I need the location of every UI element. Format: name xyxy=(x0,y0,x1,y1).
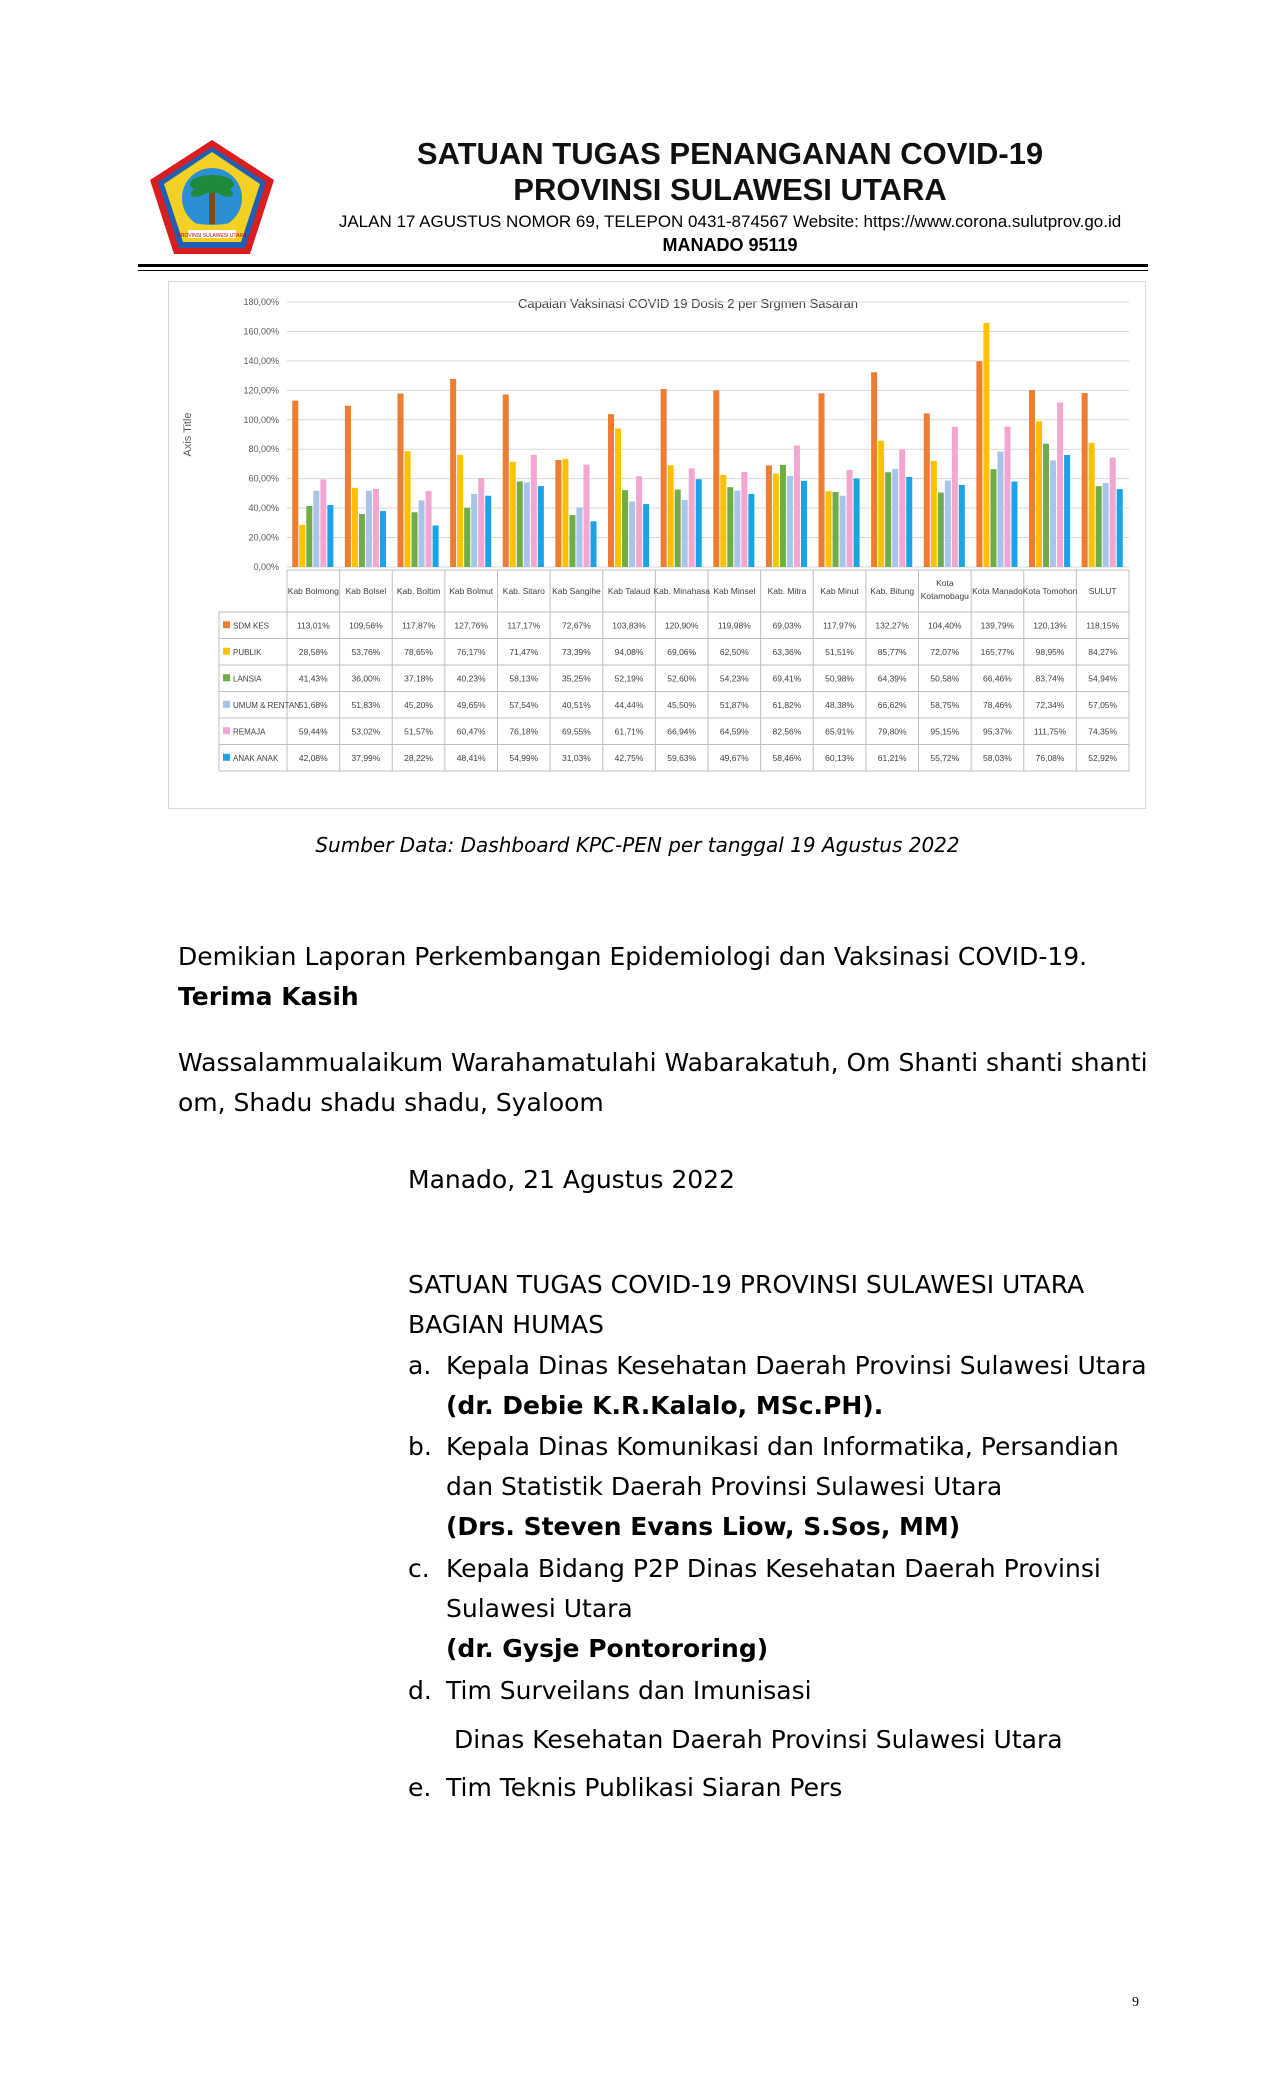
item-marker: b. xyxy=(408,1432,432,1461)
x-category-label: Kab. Mitra xyxy=(767,586,807,596)
header-city: MANADO 95119 xyxy=(662,235,798,255)
bar xyxy=(1110,458,1116,567)
bar xyxy=(510,462,516,567)
data-label: 45,20% xyxy=(404,699,433,710)
bar xyxy=(517,481,523,567)
bar xyxy=(398,393,404,567)
data-label: 95,37% xyxy=(983,726,1012,737)
bar xyxy=(629,502,635,567)
data-label: 139,79% xyxy=(980,620,1015,631)
x-category-label: Kab Minut xyxy=(820,586,859,596)
data-label: 51,51% xyxy=(825,646,854,657)
y-tick-label: 20,00% xyxy=(248,532,279,543)
bar xyxy=(450,379,456,567)
bar xyxy=(1096,486,1102,567)
bar xyxy=(990,469,996,567)
closing-greeting-line1: Wassalammualaikum Warahamatulahi Wabarakatuh, Om Shanti shanti shanti xyxy=(178,1048,1148,1077)
data-label: 51,57% xyxy=(404,726,433,737)
data-label: 51,68% xyxy=(298,699,328,710)
bar xyxy=(306,506,312,567)
source-note: Sumber Data: Dashboard KPC-PEN per tanggal 19 Agustus 2022 xyxy=(315,833,960,857)
data-label: 72,67% xyxy=(562,620,591,631)
bar xyxy=(833,492,839,567)
data-label: 54,94% xyxy=(1088,673,1118,684)
legend-swatch xyxy=(223,621,230,628)
data-label: 41,43% xyxy=(298,673,328,684)
bar xyxy=(1089,443,1095,567)
data-label: 69,06% xyxy=(667,646,697,657)
data-label: 60,47% xyxy=(456,726,486,737)
bar xyxy=(636,476,642,567)
bar xyxy=(892,469,898,567)
data-label: 120,90% xyxy=(664,620,699,631)
data-label: 74,35% xyxy=(1088,726,1118,737)
data-label: 52,92% xyxy=(1088,752,1118,763)
contact-item-c xyxy=(408,1549,1188,1669)
y-tick-label: 140,00% xyxy=(243,355,279,366)
contact-item-a xyxy=(408,1346,1188,1426)
data-label: 71,47% xyxy=(509,646,539,657)
y-tick-label: 40,00% xyxy=(248,503,279,514)
data-label: 79,80% xyxy=(877,726,907,737)
place-date: Manado, 21 Agustus 2022 xyxy=(408,1165,735,1194)
data-label: 132,27% xyxy=(875,620,909,631)
data-label: 83,74% xyxy=(1035,673,1065,684)
item-line: Kepala Dinas Komunikasi dan Informatika, Persandian xyxy=(446,1432,1119,1461)
org-name: SATUAN TUGAS COVID-19 PROVINSI SULAWESI UTARA xyxy=(408,1270,1085,1299)
header-rule-thick xyxy=(138,264,1148,267)
logo-banner-text: PROVINSI SULAWESI UTARA xyxy=(177,233,247,239)
data-label: 54,23% xyxy=(719,673,749,684)
bar xyxy=(478,478,484,567)
data-label: 127,76% xyxy=(454,620,488,631)
item-contact-name: (Drs. Steven Evans Liow, S.Sos, MM) xyxy=(446,1512,961,1541)
contact-item-b xyxy=(408,1427,1188,1547)
item-marker: e. xyxy=(408,1773,432,1802)
data-label: 49,67% xyxy=(719,752,749,763)
x-category-label: Kab Bolmut xyxy=(449,586,494,596)
data-label: 73,39% xyxy=(562,646,591,657)
data-label: 72,07% xyxy=(930,646,960,657)
y-tick-label: 100,00% xyxy=(243,414,279,425)
data-label: 57,05% xyxy=(1088,699,1118,710)
data-label: 59,63% xyxy=(667,752,697,763)
bar xyxy=(352,488,358,567)
bar xyxy=(622,490,628,567)
data-label: 65,91% xyxy=(825,726,854,737)
bar xyxy=(819,393,825,567)
bar xyxy=(555,460,561,567)
data-label: 76,18% xyxy=(509,726,539,737)
item-line: Sulawesi Utara xyxy=(446,1594,633,1623)
legend-label: PUBLIK xyxy=(233,647,262,657)
bar xyxy=(878,441,884,567)
bar xyxy=(906,477,912,567)
data-label: 64,39% xyxy=(877,673,907,684)
y-axis-title: Axis Title xyxy=(182,412,194,457)
bar xyxy=(748,494,754,567)
data-label: 119,98% xyxy=(717,620,751,631)
item-line: Kepala Dinas Kesehatan Daerah Provinsi Sulawesi Utara xyxy=(446,1351,1147,1380)
data-label: 72,34% xyxy=(1035,699,1065,710)
data-label: 69,41% xyxy=(772,673,802,684)
data-label: 49,65% xyxy=(456,699,486,710)
bar xyxy=(741,472,747,567)
item-marker: a. xyxy=(408,1351,432,1380)
legend-label: UMUM & RENTAN xyxy=(233,700,300,710)
bar xyxy=(1043,444,1049,567)
data-label: 28,58% xyxy=(298,646,328,657)
bar xyxy=(1064,455,1070,567)
data-label: 62,50% xyxy=(719,646,749,657)
page-number: 9 xyxy=(1132,1995,1139,2010)
data-label: 78,65% xyxy=(404,646,433,657)
x-category-label: Kab. Bitung xyxy=(870,586,915,596)
data-label: 58,13% xyxy=(509,673,539,684)
data-label: 76,08% xyxy=(1035,752,1065,763)
data-label: 52,60% xyxy=(667,673,697,684)
bar xyxy=(773,474,779,567)
y-tick-label: 60,00% xyxy=(248,473,279,484)
data-label: 117,97% xyxy=(823,620,857,631)
province-logo xyxy=(148,138,276,256)
bar xyxy=(1011,482,1017,567)
data-label: 48,38% xyxy=(825,699,854,710)
bar xyxy=(983,323,989,567)
data-label: 117,87% xyxy=(402,620,436,631)
bar xyxy=(464,508,470,567)
legend-swatch xyxy=(223,754,230,761)
legend-swatch xyxy=(223,648,230,655)
data-label: 59,44% xyxy=(298,726,328,737)
contact-item-e xyxy=(408,1768,1188,1808)
bar xyxy=(696,479,702,567)
item-marker: d. xyxy=(408,1676,432,1705)
data-label: 31,03% xyxy=(562,752,591,763)
y-tick-label: 120,00% xyxy=(243,385,279,396)
bar xyxy=(412,512,418,567)
bar xyxy=(320,479,326,567)
bar xyxy=(380,511,386,567)
y-tick-label: 0,00% xyxy=(253,562,279,572)
data-label: 61,71% xyxy=(614,726,644,737)
bar xyxy=(661,389,667,567)
x-category-label: Kab. Sitaro xyxy=(502,586,545,596)
bar xyxy=(766,465,772,567)
bar xyxy=(419,500,425,567)
bar xyxy=(826,491,832,567)
bar xyxy=(780,465,786,567)
bar xyxy=(997,451,1003,567)
y-tick-label: 180,00% xyxy=(243,297,279,307)
bar xyxy=(313,491,319,567)
bar xyxy=(531,455,537,567)
data-label: 94,08% xyxy=(614,646,644,657)
bar xyxy=(1117,489,1123,567)
bar xyxy=(682,500,688,567)
data-label: 95,15% xyxy=(930,726,960,737)
chart-title: Capaian Vaksinasi COVID 19 Dosis 2 per Srgmen Sasaran xyxy=(517,296,859,311)
data-label: 104,40% xyxy=(928,620,962,631)
data-label: 66,94% xyxy=(667,726,697,737)
bar xyxy=(562,459,568,567)
data-label: 82,56% xyxy=(772,726,802,737)
bar xyxy=(713,390,719,567)
item-line: dan Statistik Daerah Provinsi Sulawesi Utara xyxy=(446,1472,1003,1501)
bar xyxy=(569,515,575,567)
data-label: 66,62% xyxy=(877,699,907,710)
data-label: 37,99% xyxy=(351,752,381,763)
bar xyxy=(538,486,544,567)
x-category-label: SULUT xyxy=(1088,586,1117,596)
bar xyxy=(524,482,530,567)
bar xyxy=(366,491,372,567)
bar xyxy=(1036,421,1042,567)
bar xyxy=(668,465,674,567)
bar xyxy=(871,372,877,567)
data-label: 60,13% xyxy=(825,752,854,763)
legend-label: REMAJA xyxy=(233,727,266,737)
bar xyxy=(299,525,305,567)
x-category-label: Kab Talaud xyxy=(607,586,651,596)
data-label: 118,15% xyxy=(1086,620,1120,631)
bar xyxy=(885,472,891,567)
data-label: 120,13% xyxy=(1033,620,1067,631)
bar xyxy=(727,487,733,567)
legend-label: ANAK ANAK xyxy=(233,753,279,763)
bar xyxy=(801,481,807,567)
bar xyxy=(734,491,740,567)
bar xyxy=(426,491,432,567)
item-line: Tim Teknis Publikasi Siaran Pers xyxy=(446,1773,843,1802)
bar xyxy=(1029,390,1035,567)
bar xyxy=(938,493,944,567)
x-category-label: Kab Bolmong xyxy=(287,586,339,596)
bar xyxy=(675,490,681,567)
data-label: 69,55% xyxy=(562,726,591,737)
data-label: 98,95% xyxy=(1035,646,1065,657)
bar xyxy=(931,461,937,567)
item-line: Kepala Bidang P2P Dinas Kesehatan Daerah Provinsi xyxy=(446,1554,1101,1583)
bar xyxy=(976,361,982,567)
closing-thanks: Terima Kasih xyxy=(178,982,359,1011)
data-label: 117,17% xyxy=(507,620,541,631)
bar xyxy=(847,470,853,567)
data-label: 50,98% xyxy=(825,673,854,684)
chart-svg xyxy=(169,282,1145,808)
data-label: 113,01% xyxy=(296,620,330,631)
legend-label: SDM KES xyxy=(233,621,270,631)
bar xyxy=(590,521,596,567)
bar xyxy=(1004,427,1010,567)
data-label: 35,25% xyxy=(562,673,591,684)
data-label: 63,36% xyxy=(772,646,802,657)
header-title-line2: PROVINSI SULAWESI UTARA xyxy=(513,172,947,207)
x-category-label: Kota Kotamobagu xyxy=(920,578,969,601)
data-label: 51,87% xyxy=(719,699,749,710)
data-label: 78,46% xyxy=(983,699,1012,710)
data-label: 40,23% xyxy=(456,673,486,684)
item-contact-name: (dr. Debie K.R.Kalalo, MSc.PH). xyxy=(446,1391,884,1420)
data-label: 42,75% xyxy=(614,752,644,763)
data-label: 28,22% xyxy=(404,752,433,763)
x-category-label: Kab Sangihe xyxy=(552,586,601,596)
data-label: 54,99% xyxy=(509,752,539,763)
bar xyxy=(433,525,439,567)
bar xyxy=(327,505,333,567)
bar xyxy=(1103,483,1109,567)
bar xyxy=(471,494,477,567)
item-contact-name: (dr. Gysje Pontororing) xyxy=(446,1634,769,1663)
data-label: 84,27% xyxy=(1088,646,1118,657)
data-label: 61,21% xyxy=(877,752,907,763)
y-tick-label: 80,00% xyxy=(248,444,279,455)
data-label: 44,44% xyxy=(614,699,644,710)
bar xyxy=(794,445,800,567)
x-category-label: Kota Manado xyxy=(972,586,1023,596)
data-label: 55,72% xyxy=(930,752,960,763)
header-title-line1: SATUAN TUGAS PENANGANAN COVID-19 xyxy=(416,136,1044,171)
data-label: 61,82% xyxy=(772,699,802,710)
data-label: 53,76% xyxy=(351,646,381,657)
data-label: 76,17% xyxy=(456,646,486,657)
x-category-label: Kab. Boltim xyxy=(396,586,441,596)
data-label: 40,51% xyxy=(562,699,591,710)
legend-swatch xyxy=(223,727,230,734)
bar xyxy=(1057,402,1063,567)
bar xyxy=(583,465,589,567)
data-label: 48,41% xyxy=(456,752,486,763)
org-division: BAGIAN HUMAS xyxy=(408,1310,604,1339)
bar xyxy=(485,496,491,567)
data-label: 36,00% xyxy=(351,673,381,684)
data-label: 85,77% xyxy=(877,646,907,657)
item-d-line2: Dinas Kesehatan Daerah Provinsi Sulawesi Utara xyxy=(446,1725,1063,1754)
legend-label: LANSIA xyxy=(233,674,262,684)
item-marker: c. xyxy=(408,1554,430,1583)
header-rule-thin xyxy=(138,270,1148,271)
data-label: 53,02% xyxy=(351,726,381,737)
bar xyxy=(615,428,621,567)
legend-swatch xyxy=(223,674,230,681)
bar xyxy=(959,485,965,567)
item-line: Tim Surveilans dan Imunisasi xyxy=(446,1676,812,1705)
data-label: 69,03% xyxy=(772,620,802,631)
data-label: 64,59% xyxy=(719,726,749,737)
bar xyxy=(345,406,351,567)
closing-line: Demikian Laporan Perkembangan Epidemiologi dan Vaksinasi COVID-19. xyxy=(178,942,1088,971)
bar xyxy=(840,496,846,567)
bar xyxy=(292,401,298,567)
x-category-label: Kab. Minahasa xyxy=(653,586,711,596)
data-label: 58,46% xyxy=(772,752,802,763)
legend-swatch xyxy=(223,701,230,708)
data-label: 109,56% xyxy=(349,620,383,631)
y-tick-label: 160,00% xyxy=(243,326,279,337)
data-label: 37,18% xyxy=(404,673,433,684)
contact-item-d xyxy=(408,1671,1188,1711)
data-label: 165,77% xyxy=(980,646,1015,657)
bar xyxy=(359,514,365,567)
bar xyxy=(643,504,649,567)
bar xyxy=(1082,393,1088,567)
data-label: 58,03% xyxy=(983,752,1012,763)
bar xyxy=(945,481,951,567)
header-address: JALAN 17 AGUSTUS NOMOR 69, TELEPON 0431-874567 Website: https://www.corona.sulutprov.go.id xyxy=(338,212,1122,231)
bar xyxy=(924,413,930,567)
x-category-label: Kab Bolsel xyxy=(345,586,387,596)
bar xyxy=(1050,460,1056,567)
bar xyxy=(405,451,411,567)
bar xyxy=(899,450,905,567)
vaccination-chart xyxy=(168,281,1146,809)
data-label: 111,75% xyxy=(1033,726,1067,737)
data-label: 103,83% xyxy=(612,620,646,631)
bar xyxy=(689,468,695,567)
bar xyxy=(373,489,379,567)
data-label: 42,08% xyxy=(298,752,328,763)
bar xyxy=(503,394,509,567)
x-category-label: Kota Tomohon xyxy=(1022,586,1078,596)
data-label: 45,50% xyxy=(667,699,697,710)
data-label: 66,46% xyxy=(983,673,1012,684)
bar xyxy=(952,427,958,567)
data-label: 52,19% xyxy=(614,673,644,684)
data-label: 58,75% xyxy=(930,699,960,710)
bar xyxy=(787,476,793,567)
bar xyxy=(576,507,582,567)
x-category-label: Kab Minsel xyxy=(713,586,756,596)
bar xyxy=(608,414,614,567)
data-label: 57,54% xyxy=(509,699,539,710)
bar xyxy=(854,478,860,567)
closing-greeting-line2: om, Shadu shadu shadu, Syaloom xyxy=(178,1088,604,1117)
data-label: 50,58% xyxy=(930,673,960,684)
bar xyxy=(457,455,463,567)
bar xyxy=(720,475,726,567)
data-label: 51,83% xyxy=(351,699,381,710)
